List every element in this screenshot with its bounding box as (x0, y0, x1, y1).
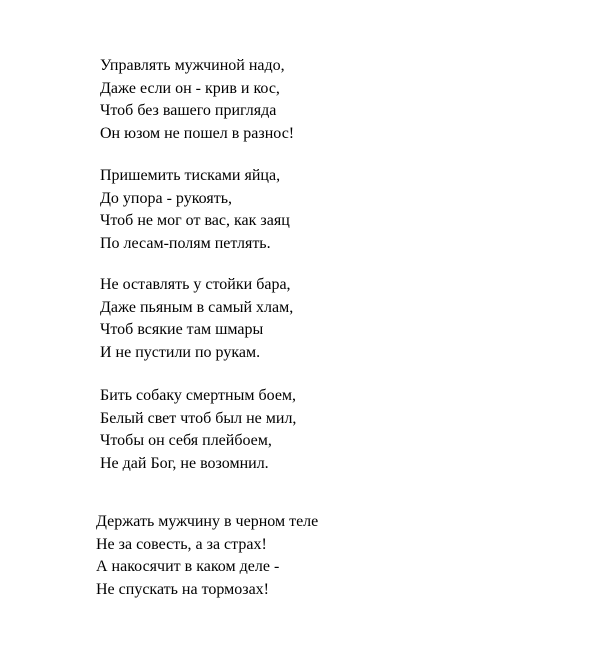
poem-line: Не оставлять у стойки бара, (100, 276, 291, 293)
poem-line: А накосячит в каком деле - (96, 558, 280, 575)
poem-line: Чтоб без вашего пригляда (100, 102, 277, 119)
poem-line: Белый свет чтоб был не мил, (100, 409, 297, 427)
stanza-4 (100, 385, 296, 475)
poem-line: Не спускать на тормозах! (96, 580, 270, 598)
stanza-2 (100, 165, 290, 255)
poem-line: По лесам-полям петлять. (100, 234, 271, 252)
poem-line: И не пустили по рукам. (100, 343, 261, 361)
poem-line: Пришемить тисками яйца, (100, 167, 281, 184)
poem-line: Чтоб не мог от вас, как заяц (100, 212, 290, 229)
poem-line: Даже пьяным в самый хлам, (100, 298, 294, 316)
stanza-1 (100, 55, 294, 145)
poem-line: До упора - рукоять, (100, 189, 232, 207)
poem-line: Не дай Бог, не возомнил. (100, 454, 269, 472)
poem-line: Чтобы он себя плейбоем, (100, 432, 272, 449)
stanza-3 (100, 274, 293, 364)
poem-line: Держать мужчину в черном теле (96, 513, 319, 530)
poem-line: Он юзом не пошел в разнос! (100, 124, 295, 142)
stanza-5 (96, 511, 318, 601)
poem-line: Бить собаку смертным боем, (100, 387, 297, 404)
poem-line: Чтоб всякие там шмары (100, 321, 264, 338)
poem-line: Управлять мужчиной надо, (100, 57, 285, 74)
poem-line: Даже если он - крив и кос, (100, 79, 280, 97)
poem-line: Не за совесть, а за страх! (96, 535, 267, 553)
